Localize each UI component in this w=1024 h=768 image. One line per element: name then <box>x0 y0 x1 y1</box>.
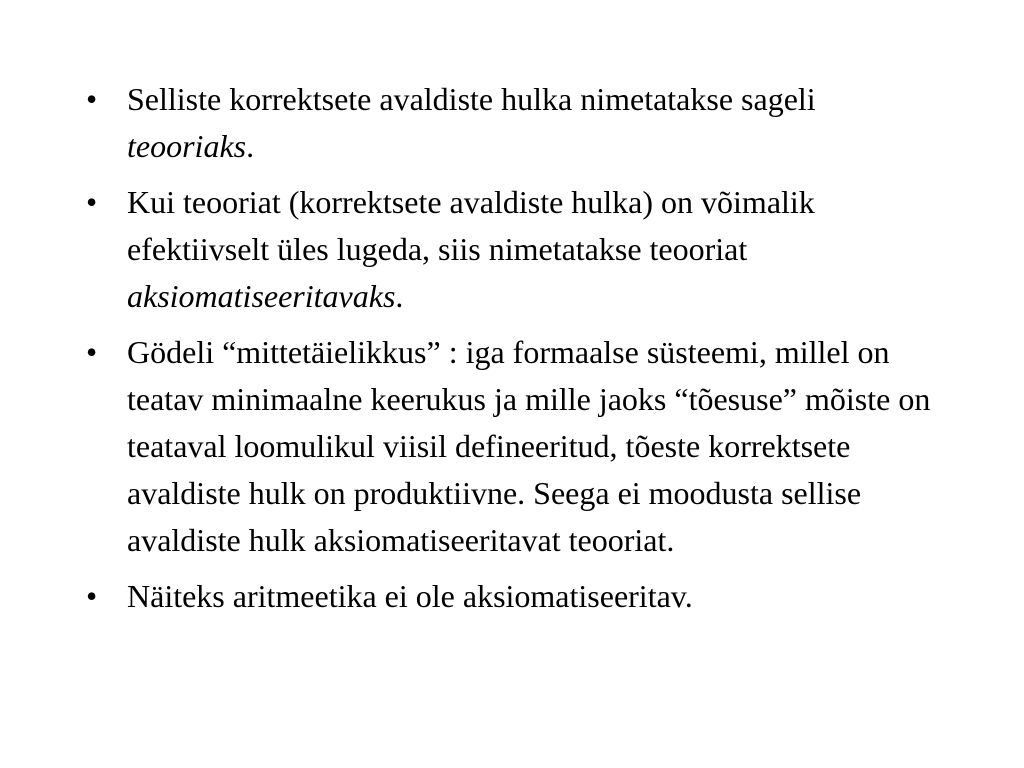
bullet-text: Selliste korrektsete avaldiste hulka nimetatakse sageli <box>127 81 816 117</box>
bullet-text-end: . <box>246 128 255 164</box>
term-aksiomatiseeritavaks: aksiomatiseeritavaks <box>127 278 396 314</box>
bullet-icon: • <box>86 81 98 117</box>
bullet-icon: • <box>86 578 98 614</box>
bullet-item-arithmetic <box>86 573 946 620</box>
term-teooriaks: teooriaks <box>127 128 247 164</box>
bullet-item-theories <box>86 76 946 170</box>
bullet-text-end: . <box>395 278 404 314</box>
bullet-list <box>86 76 946 620</box>
bullet-text: Näiteks aritmeetika ei ole aksiomatiseeritav. <box>127 578 693 614</box>
bullet-item-godel <box>86 329 946 564</box>
bullet-text: Gödeli “mittetäielikkus” : iga formaalse süsteemi, millel on teatav minimaalne keerukus ja mille jaoks “tõesuse” mõiste on teataval loomulikul viisil defineeritud, tõeste korrektsete avaldiste hulk on produktiivne. Seega ei moodusta sellise avaldiste hulk aksiomatiseeritavat teooriat. <box>127 334 931 558</box>
bullet-text: Kui teooriat (korrektsete avaldiste hulka) on võimalik efektiivselt üles lugeda, siis nimetatakse teooriat <box>127 184 815 267</box>
bullet-icon: • <box>86 184 98 220</box>
bullet-icon: • <box>86 334 98 370</box>
bullet-item-axiomatizable <box>86 179 946 320</box>
